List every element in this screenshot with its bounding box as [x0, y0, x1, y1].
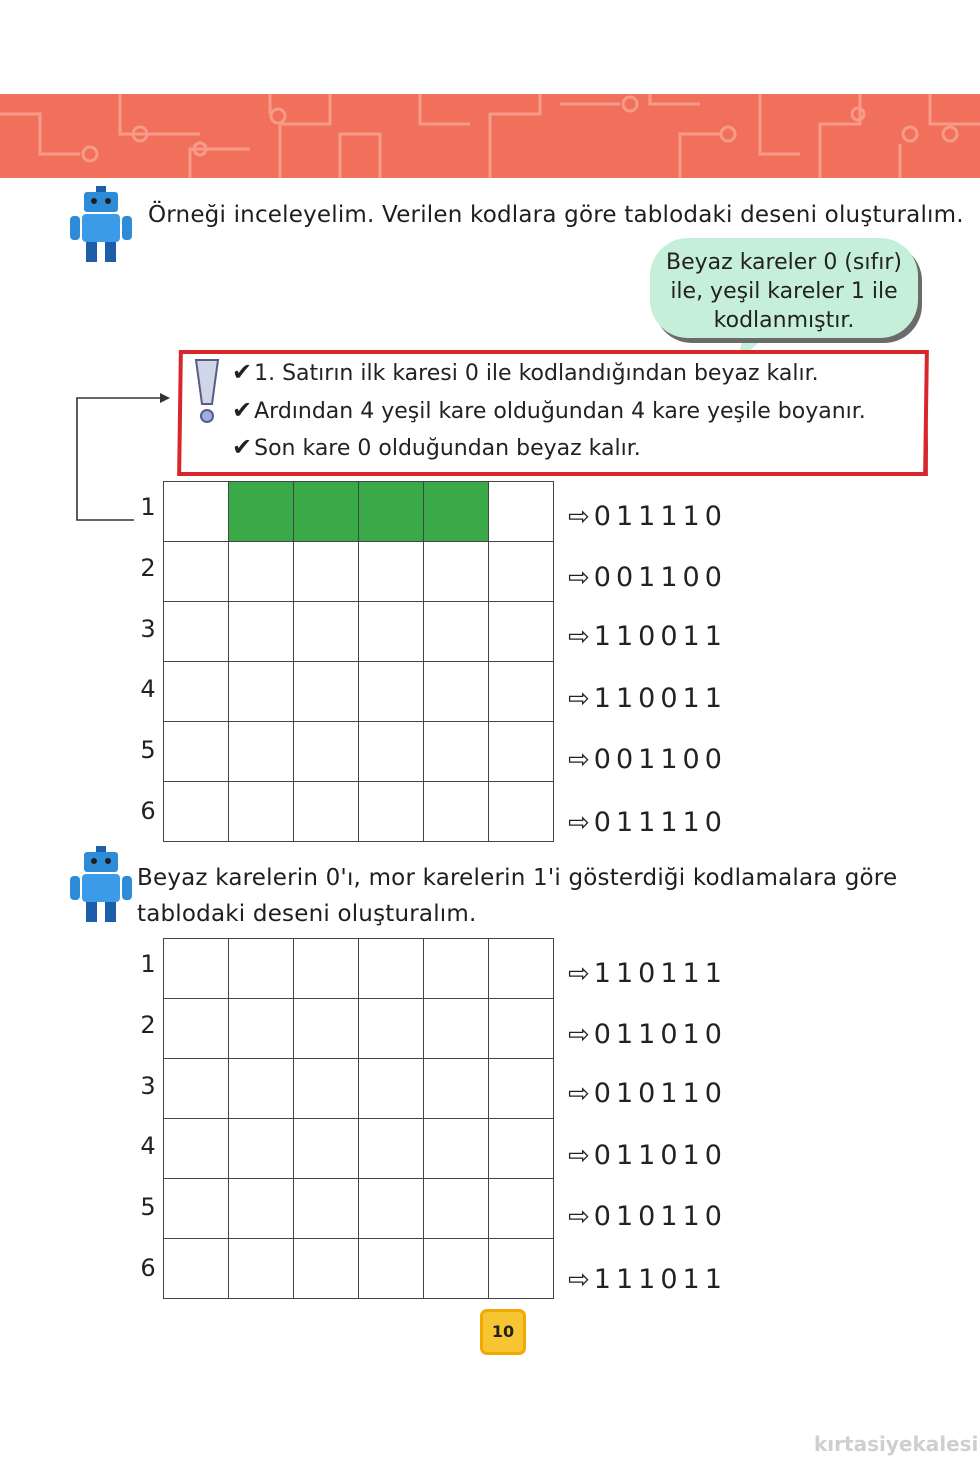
grid-cell[interactable]	[424, 939, 489, 999]
grid-cell[interactable]	[424, 1179, 489, 1239]
grid-cell[interactable]	[294, 939, 359, 999]
code-text: 011110	[593, 501, 727, 532]
exercise-grid	[163, 938, 554, 1299]
check-icon: ✔	[232, 396, 253, 424]
grid-cell[interactable]	[359, 999, 424, 1059]
grid-cell[interactable]	[229, 1239, 294, 1299]
grid-cell[interactable]	[359, 542, 424, 602]
grid-cell[interactable]	[164, 999, 229, 1059]
grid-cell[interactable]	[164, 782, 229, 842]
grid-cell[interactable]	[164, 939, 229, 999]
note-text-1: 1. Satırın ilk karesi 0 ile kodlandığından beyaz kalır.	[254, 361, 819, 386]
grid-cell[interactable]	[164, 662, 229, 722]
grid-cell[interactable]	[294, 722, 359, 782]
grid-row	[164, 722, 554, 782]
grid-cell[interactable]	[294, 782, 359, 842]
row-code	[568, 1019, 727, 1050]
bubble-line-2: ile, yeşil kareler 1 ile	[670, 279, 898, 304]
grid-cell[interactable]	[424, 1239, 489, 1299]
arrow-right-icon: ⇨	[568, 745, 590, 776]
bubble-line-3: kodlanmıştır.	[713, 308, 855, 333]
grid-row	[164, 542, 554, 602]
arrow-right-icon: ⇨	[568, 959, 590, 989]
row-number: 4	[140, 675, 156, 704]
code-text: 111011	[593, 1264, 727, 1295]
robot-icon	[68, 186, 134, 266]
grid-cell[interactable]	[359, 662, 424, 722]
grid-row	[164, 482, 554, 542]
grid-cell[interactable]	[359, 1239, 424, 1299]
code-text: 010110	[593, 1201, 727, 1233]
robot-icon	[68, 846, 134, 926]
grid-cell[interactable]	[359, 722, 424, 782]
grid-cell[interactable]	[229, 602, 294, 662]
grid-cell[interactable]	[359, 1179, 424, 1239]
grid-cell[interactable]	[489, 939, 554, 999]
bubble-line-1: Beyaz kareler 0 (sıfır)	[666, 250, 902, 275]
check-icon: ✔	[232, 433, 253, 461]
grid-cell[interactable]	[229, 1119, 294, 1179]
page-number: 10	[483, 1312, 523, 1352]
grid-cell[interactable]	[294, 662, 359, 722]
arrow-right-icon: ⇨	[568, 1202, 590, 1233]
grid-cell[interactable]	[424, 1119, 489, 1179]
grid-cell[interactable]	[424, 602, 489, 662]
grid-cell[interactable]	[359, 482, 424, 542]
grid-row	[164, 662, 554, 722]
grid-cell[interactable]	[359, 602, 424, 662]
grid-cell[interactable]	[489, 1179, 554, 1239]
code-text: 001100	[593, 744, 727, 776]
arrow-right-icon: ⇨	[568, 502, 590, 532]
code-text: 011010	[593, 1018, 727, 1050]
grid-cell[interactable]	[424, 542, 489, 602]
row-number: 2	[140, 553, 156, 582]
grid-cell[interactable]	[294, 1239, 359, 1299]
row-code	[568, 744, 727, 775]
grid-cell[interactable]	[489, 722, 554, 782]
grid-cell[interactable]	[229, 939, 294, 999]
watermark: kırtasiyekalesi	[814, 1432, 979, 1456]
header-banner	[0, 94, 980, 178]
row-number: 3	[140, 614, 156, 643]
row-code	[568, 621, 727, 652]
circuit-pattern	[0, 94, 980, 178]
grid-cell[interactable]	[489, 542, 554, 602]
row-number: 6	[140, 1254, 156, 1282]
row-number: 3	[140, 1071, 156, 1100]
grid-cell[interactable]	[164, 722, 229, 782]
grid-cell[interactable]	[424, 722, 489, 782]
note-text-2: Ardından 4 yeşil kare olduğundan 4 kare yeşile boyanır.	[254, 399, 866, 424]
row-number: 4	[140, 1132, 156, 1161]
row-code	[568, 1264, 727, 1295]
grid-cell[interactable]	[294, 999, 359, 1059]
grid-cell[interactable]	[424, 782, 489, 842]
grid-cell[interactable]	[229, 662, 294, 722]
grid-row	[164, 1239, 554, 1299]
grid-row	[164, 1119, 554, 1179]
row-code	[568, 807, 727, 838]
grid-cell[interactable]	[359, 1119, 424, 1179]
code-text: 110011	[593, 620, 727, 652]
note-item-1	[232, 358, 819, 386]
grid-cell[interactable]	[294, 1119, 359, 1179]
grid-cell[interactable]	[164, 1059, 229, 1119]
grid-cell[interactable]	[229, 482, 294, 542]
grid-cell[interactable]	[164, 542, 229, 602]
grid-cell[interactable]	[424, 999, 489, 1059]
example-grid	[163, 481, 554, 842]
instruction-1: Örneği inceleyelim. Verilen kodlara göre tablodaki deseni oluşturalım.	[148, 202, 964, 228]
grid-row	[164, 782, 554, 842]
arrow-right-icon: ⇨	[568, 684, 590, 715]
grid-cell[interactable]	[489, 1059, 554, 1119]
grid-cell[interactable]	[489, 602, 554, 662]
code-text: 011010	[593, 1140, 727, 1172]
grid-cell[interactable]	[294, 482, 359, 542]
grid-row	[164, 602, 554, 662]
row-code	[568, 1140, 727, 1171]
note-item-2	[232, 396, 866, 424]
row-number: 5	[140, 736, 156, 765]
grid-row	[164, 939, 554, 999]
code-text: 110111	[593, 958, 727, 989]
grid-cell[interactable]	[424, 1059, 489, 1119]
row-code	[568, 1078, 727, 1109]
row-code	[568, 1201, 727, 1232]
arrow-right-icon: ⇨	[568, 1265, 590, 1295]
row-number: 1	[140, 950, 156, 978]
code-text: 001100	[593, 561, 727, 593]
grid-row	[164, 999, 554, 1059]
row-number: 6	[140, 797, 156, 825]
row-code	[568, 562, 727, 593]
grid-cell[interactable]	[164, 602, 229, 662]
arrow-right-icon: ⇨	[568, 1078, 590, 1109]
info-bubble	[650, 238, 918, 338]
check-icon: ✔	[232, 358, 253, 386]
arrow-right-icon: ⇨	[568, 808, 590, 838]
grid-row	[164, 1059, 554, 1119]
grid-cell[interactable]	[489, 662, 554, 722]
grid-cell[interactable]	[359, 939, 424, 999]
row-code	[568, 958, 727, 989]
code-text: 010110	[593, 1077, 727, 1109]
grid-row	[164, 1179, 554, 1239]
grid-cell[interactable]	[229, 1059, 294, 1119]
grid-cell[interactable]	[294, 542, 359, 602]
grid-cell[interactable]	[229, 542, 294, 602]
row-number: 1	[140, 493, 156, 521]
grid-cell[interactable]	[164, 1179, 229, 1239]
note-text-3: Son kare 0 olduğundan beyaz kalır.	[254, 436, 641, 461]
grid-cell[interactable]	[294, 1179, 359, 1239]
grid-cell[interactable]	[424, 662, 489, 722]
grid-cell[interactable]	[489, 782, 554, 842]
grid-cell[interactable]	[164, 1119, 229, 1179]
grid-cell[interactable]	[294, 1059, 359, 1119]
grid-cell[interactable]	[229, 782, 294, 842]
arrow-right-icon: ⇨	[568, 562, 590, 593]
grid-cell[interactable]	[229, 1179, 294, 1239]
instruction-2-line-2: tablodaki deseni oluşturalım.	[137, 901, 477, 927]
exclamation-icon	[192, 356, 224, 426]
code-text: 110011	[593, 683, 727, 715]
grid-cell[interactable]	[229, 999, 294, 1059]
row-number: 2	[140, 1010, 156, 1039]
grid-cell[interactable]	[489, 1239, 554, 1299]
arrow-right-icon: ⇨	[568, 1141, 590, 1172]
grid-cell[interactable]	[359, 782, 424, 842]
grid-cell[interactable]	[229, 722, 294, 782]
instruction-2-line-1: Beyaz karelerin 0'ı, mor karelerin 1'i gösterdiği kodlamalara göre	[137, 865, 898, 891]
note-item-3	[232, 433, 641, 461]
grid-cell[interactable]	[489, 1119, 554, 1179]
grid-cell[interactable]	[164, 1239, 229, 1299]
row-number: 5	[140, 1193, 156, 1222]
row-code	[568, 683, 727, 714]
grid-cell[interactable]	[424, 482, 489, 542]
grid-cell[interactable]	[489, 999, 554, 1059]
row-code	[568, 501, 727, 532]
grid-cell[interactable]	[294, 602, 359, 662]
arrow-right-icon: ⇨	[568, 1019, 590, 1050]
grid-cell[interactable]	[164, 482, 229, 542]
grid-cell[interactable]	[489, 482, 554, 542]
arrow-right-icon: ⇨	[568, 621, 590, 652]
grid-cell[interactable]	[359, 1059, 424, 1119]
code-text: 011110	[593, 807, 727, 838]
